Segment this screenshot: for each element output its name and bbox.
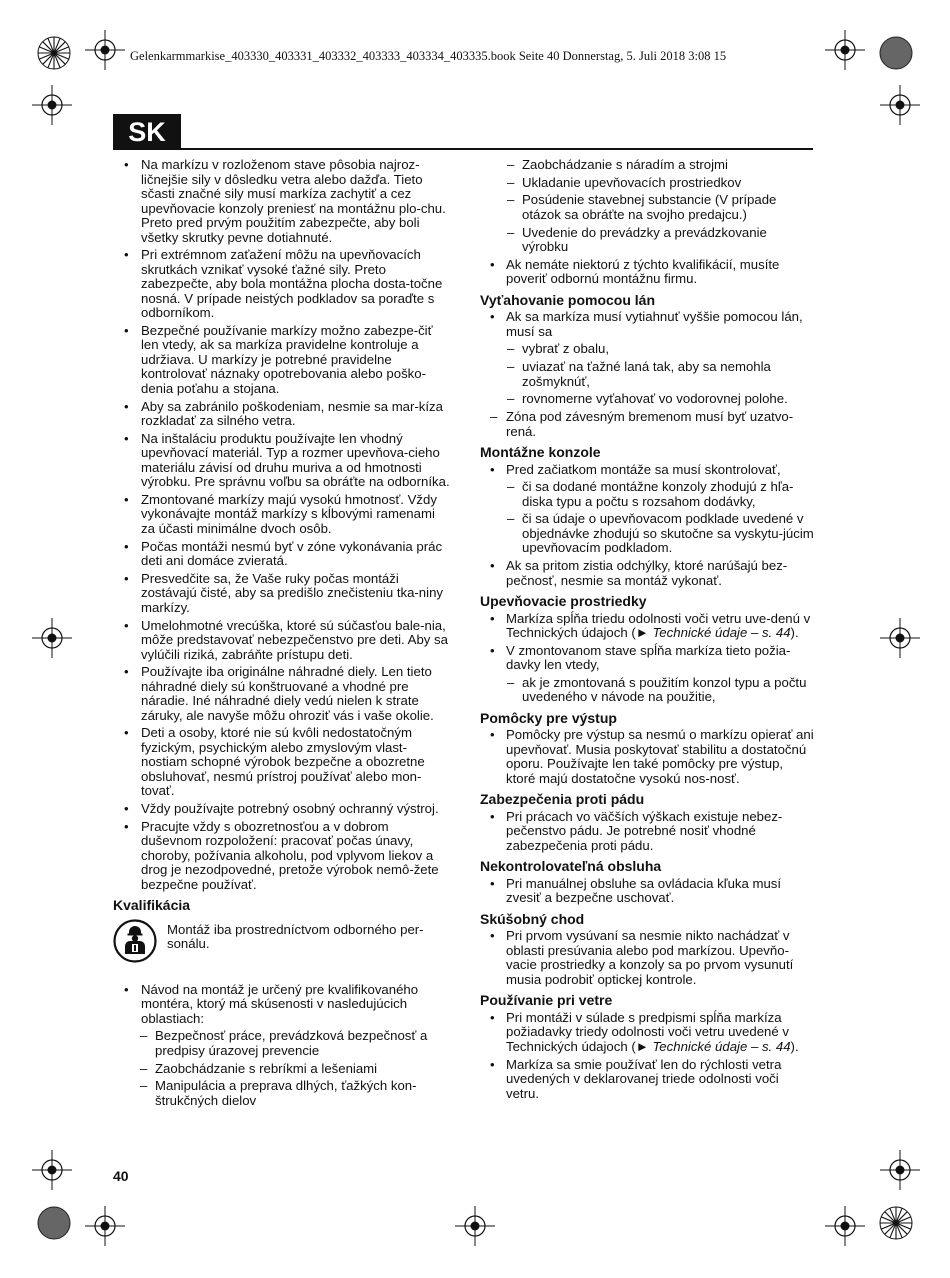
list-item: – Posúdenie stavebnej substancie (V prípade otázok sa obráťte na svojho predajcu.) xyxy=(480,193,814,222)
heading-qualification: Kvalifikácia xyxy=(113,897,191,914)
wind-text: Pri montáži v súlade s predpismi spĺňa markíza požiadavky triedy odolnosti voči vetru uvedené v Technických údajoch ( xyxy=(506,1009,789,1054)
list-item: • Aby sa zabránilo poškodeniam, nesmie sa mar-kíza rozkladať za silného vetra. xyxy=(113,400,450,429)
list-item: • Pomôcky pre výstup sa nesmú o markízu opierať ani upevňovať. Musia poskytovať stabilitu a dostatočnú oporu. Používajte len také pomôcky pre výstup, ktoré majú dostatočne vysokú nos-nosť. xyxy=(480,728,814,786)
list-item: • Pred začiatkom montáže sa musí skontrolovať, xyxy=(480,463,814,478)
starburst-mark-bottom-right xyxy=(879,1206,913,1240)
test-list xyxy=(480,929,814,987)
registration-mark-bottom-center xyxy=(455,1206,495,1246)
registration-mark-right-middle xyxy=(880,618,920,658)
registration-mark-bottom-right xyxy=(825,1206,865,1246)
registration-mark-top-right xyxy=(825,30,865,70)
fasteners-list xyxy=(480,612,814,705)
list-item: • Markíza sa smie používať len do rýchlosti vetra uvedených v deklarovanej triede odolnosti voči vetru. xyxy=(480,1058,814,1102)
list-item: • Umelohmotné vrecúška, ktoré sú súčasťou bale-nia, môže predstavovať nebezpečenstvo pre deti. Aby sa vylúčili riziká, zabráňte prístupu deti. xyxy=(113,619,450,663)
list-item: – Uvedenie do prevádzky a prevádzkovanie výrobku xyxy=(480,226,814,255)
list-item xyxy=(480,1011,814,1055)
climbing-list xyxy=(480,728,814,786)
wind-list xyxy=(480,1011,814,1101)
list-item: • Deti a osoby, ktoré nie sú kvôli nedostatočným fyzickým, psychickým alebo zmyslovým vlast-nostiam schopné výrobok bezpečne a obozretne obsluhovať, nesmú prístroj používať alebo mon-tovať. xyxy=(113,726,450,799)
uncontrolled-list xyxy=(480,877,814,906)
heading-brackets: Montážne konzole xyxy=(480,444,601,460)
heading-uncontrolled-operation: Nekontrolovateľná obsluha xyxy=(480,858,662,875)
registration-mark-right-top xyxy=(880,85,920,125)
header-rule xyxy=(181,148,813,150)
language-tab: SK xyxy=(113,114,181,150)
registration-mark-right-bottom xyxy=(880,1150,920,1190)
list-item: • Bezpečné používanie markízy možno zabezpe-čiť len vtedy, ak sa markíza pravidelne kontroluje a udržiava. U markízy je potrebné pravidelne kontrolovať náznaky opotrebovania alebo poško-denia poťahu a stojana. xyxy=(113,324,450,397)
list-item: – či sa údaje o upevňovacom podklade uvedené v objednávke zhodujú so skutočne sa vyskytu-júcim upevňovacím podkladom. xyxy=(480,512,814,556)
registration-mark-top-left xyxy=(85,30,125,70)
technical-data-link[interactable]: ► Technické údaje – s. 44 xyxy=(635,625,791,641)
registration-mark-left-middle xyxy=(32,618,72,658)
right-column xyxy=(480,158,814,1104)
left-column xyxy=(113,158,450,1112)
list-item xyxy=(480,612,814,641)
list-item: – či sa dodané montážne konzoly zhodujú z hľa-diska typu a počtu s rozsahom dodávky, xyxy=(480,480,814,509)
fasteners-text-end: ). xyxy=(790,625,799,641)
list-item: • Ak sa pritom zistia odchýlky, ktoré narúšajú bez-pečnosť, nesmie sa montáž vykonať. xyxy=(480,559,814,588)
wind-text-end: ). xyxy=(790,1038,799,1054)
list-item: • Pri prácach vo väčších výškach existuje nebez-pečenstvo pádu. Je potrebné nosiť vhodné zabezpečenia proti pádu. xyxy=(480,810,814,854)
list-item: – Bezpečnosť práce, prevádzková bezpečnosť a predpisy úrazovej prevencie xyxy=(113,1029,450,1058)
list-item: – uviazať na ťažné laná tak, aby sa nemohla zošmyknúť, xyxy=(480,360,814,389)
heading-fall-protection: Zabezpečenia proti pádu xyxy=(480,791,645,808)
qualification-list xyxy=(113,983,450,1109)
page-number: 40 xyxy=(113,1168,129,1184)
list-item: • Pri prvom vysúvaní sa nesmie nikto nachádzať v oblasti presúvania alebo pod markízou. Upevňo-vacie prostriedky a konzoly sa po prvom vysunutí musia podrobiť optickej kontrole. xyxy=(480,929,814,987)
list-item: • Pri extrémnom zaťažení môžu na upevňovacích skrutkách vznikať vysoké ťažné sily. Preto zabezpečte, aby bola montážna plocha dosta-točne nosná. V prípade neistých podkladov sa poraďte s odborníkom. xyxy=(113,248,450,321)
fall-list xyxy=(480,810,814,854)
list-item: • Na inštaláciu produktu používajte len vhodný upevňovací materiál. Typ a rozmer upevňova-cieho materiálu závisí od druhu muriva a od hmotnosti výrobku. Pre správnu voľbu sa obráťte na odborníka. xyxy=(113,432,450,490)
lifting-list xyxy=(480,310,814,439)
list-item: • Pri manuálnej obsluhe sa ovládacia kľuka musí zvesiť a bezpečne uschovať. xyxy=(480,877,814,906)
list-item: • Návod na montáž je určený pre kvalifikovaného montéra, ktorý má skúsenosti v nasledujúcich oblastiach: xyxy=(113,983,450,1027)
qualification-list-continued xyxy=(480,158,814,287)
list-item: • Vždy používajte potrebný osobný ochranný výstroj. xyxy=(113,802,450,817)
list-item: – ak je zmontovaná s použitím konzol typu a počtu uvedeného v návode na použitie, xyxy=(480,676,814,705)
heading-lifting: Vyťahovanie pomocou lán xyxy=(480,291,655,308)
technical-data-link[interactable]: ► Technické údaje – s. 44 xyxy=(635,1038,791,1054)
heading-test-run: Skúšobný chod xyxy=(480,910,585,927)
brackets-list xyxy=(480,463,814,589)
list-item: • Zmontované markízy majú vysokú hmotnosť. Vždy vykonávajte montáž markízy s kĺbovými ramenami za účasti minimálne dvoch osôb. xyxy=(113,493,450,537)
registration-mark-left-bottom xyxy=(32,1150,72,1190)
qualification-box-text: Montáž iba prostredníctvom odborného per-sonálu. xyxy=(167,921,424,952)
file-info-header: Gelenkarmmarkise_403330_403331_403332_403333_403334_403335.book Seite 40 Donnerstag, 5. Juli 2018 3:08 15 xyxy=(130,49,727,63)
list-item: • Presvedčite sa, že Vaše ruky počas montáži zostávajú čisté, aby sa predišlo znečisteniu tka-niny markízy. xyxy=(113,572,450,616)
list-item: – rovnomerne vyťahovať vo vodorovnej polohe. xyxy=(480,392,814,407)
heading-climbing-aids: Pomôcky pre výstup xyxy=(480,709,617,726)
list-item: – vybrať z obalu, xyxy=(480,342,814,357)
list-item: • Na markízu v rozloženom stave pôsobia najroz-ličnejšie sily v dôsledku vetra alebo dažďa. Tieto sčasti značné sily musí markíza zachytiť a cez upevňovacie konzoly preniesť na montážnu plo-chu. Preto pred prvým použitím zabezpečte, aby boli všetky skrutky pevne dotiahnuté. xyxy=(113,158,450,245)
safety-bullet-list xyxy=(113,158,450,892)
list-item: – Zaobchádzanie s rebríkmi a lešeniami xyxy=(113,1062,450,1077)
fasteners-text: Markíza spĺňa triedu odolnosti voči vetru uve-denú v Technických údajoch ( xyxy=(506,610,811,641)
starburst-mark-top-left xyxy=(37,36,71,70)
list-item: • V zmontovanom stave spĺňa markíza tieto požia-davky len vtedy, xyxy=(480,644,814,673)
list-item: • Používajte iba originálne náhradné diely. Len tieto náhradné diely sú konštruované a vhodné pre náradie. Iné náhradné diely vedú nielen k strate záruky, ale navyše môžu ohroziť vás i vaše okolie. xyxy=(113,665,450,723)
registration-mark-left-top xyxy=(32,85,72,125)
list-item: – Zóna pod závesným bremenom musí byť uzatvo-rená. xyxy=(480,410,814,439)
heading-wind-usage: Používanie pri vetre xyxy=(480,992,613,1009)
list-item: – Zaobchádzanie s náradím a strojmi xyxy=(480,158,814,173)
gray-disk-bottom-left xyxy=(37,1206,71,1240)
qualification-note xyxy=(113,919,450,963)
list-item: • Ak sa markíza musí vytiahnuť vyššie pomocou lán, musí sa xyxy=(480,310,814,339)
heading-fasteners: Upevňovacie prostriedky xyxy=(480,593,647,610)
list-item: • Ak nemáte niektorú z týchto kvalifikácií, musíte poveriť odbornú montážnu firmu. xyxy=(480,258,814,287)
expert-worker-icon xyxy=(113,919,157,963)
gray-disk-top-right xyxy=(879,36,913,70)
list-item: – Manipulácia a preprava dlhých, ťažkých kon-štrukčných dielov xyxy=(113,1079,450,1108)
list-item: – Ukladanie upevňovacích prostriedkov xyxy=(480,176,814,191)
registration-mark-bottom-left xyxy=(85,1206,125,1246)
list-item: • Počas montáži nesmú byť v zóne vykonávania prác deti ani domáce zvieratá. xyxy=(113,540,450,569)
list-item: • Pracujte vždy s obozretnosťou a v dobrom duševnom rozpoložení: pracovať počas únavy, choroby, požívania alkoholu, pod vplyvom liekov a drog je nezodpovedné, pretože výrobok nemô-žete bezpečne používať. xyxy=(113,820,450,893)
